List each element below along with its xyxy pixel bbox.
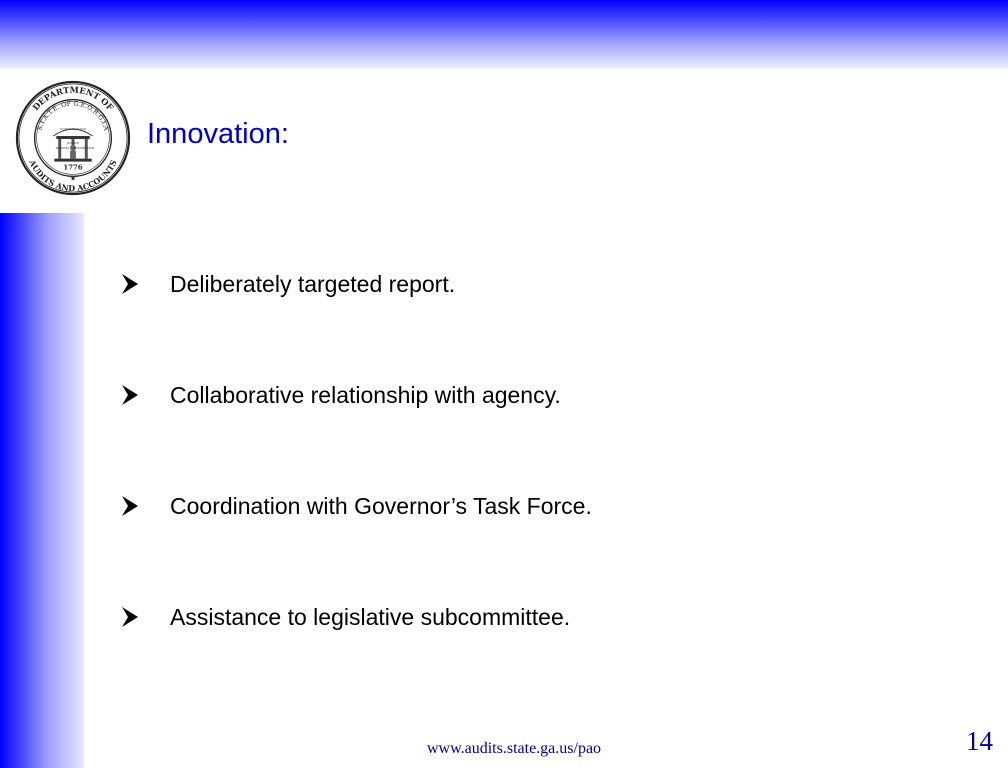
bullet-item	[122, 484, 592, 595]
bullet-item	[122, 595, 592, 706]
bullet-list	[122, 262, 592, 706]
page-number: 14	[966, 726, 993, 756]
bullet-text: Assistance to legislative subcommittee.	[170, 604, 571, 630]
bullet-text: Deliberately targeted report.	[170, 271, 456, 297]
svg-text:1776: 1776	[63, 163, 83, 172]
arrowhead-bullet-icon	[122, 496, 138, 516]
georgia-audits-seal-logo	[14, 79, 132, 197]
bullet-item	[122, 262, 592, 373]
footer-url-link[interactable]: www.audits.state.ga.us/pao	[427, 740, 602, 757]
arrowhead-bullet-icon	[122, 385, 138, 405]
svg-text:DEPARTMENT OF: DEPARTMENT OF	[30, 84, 116, 113]
svg-text:JUSTICE: JUSTICE	[66, 140, 80, 145]
bullet-text: Coordination with Governor’s Task Force.	[170, 493, 592, 519]
svg-text:MODERATION: MODERATION	[73, 145, 95, 150]
arrowhead-bullet-icon	[122, 274, 138, 294]
bullet-text: Collaborative relationship with agency.	[170, 382, 561, 408]
bullet-item	[122, 373, 592, 484]
svg-text:CONSTITUTION: CONSTITUTION	[59, 127, 87, 132]
slide-title: Innovation:	[147, 118, 289, 150]
svg-text:WISDOM: WISDOM	[55, 145, 69, 150]
left-gradient-band	[0, 213, 84, 768]
arrowhead-bullet-icon	[122, 607, 138, 627]
top-gradient-band	[0, 0, 1008, 68]
svg-text:★: ★	[69, 174, 77, 183]
svg-text:AUDITS AND ACCOUNTS: AUDITS AND ACCOUNTS	[27, 158, 119, 194]
svg-text:S.T.A.T.E. OF G.E.O.R.G.I.A: S.T.A.T.E. OF G.E.O.R.G.I.A	[35, 99, 111, 132]
